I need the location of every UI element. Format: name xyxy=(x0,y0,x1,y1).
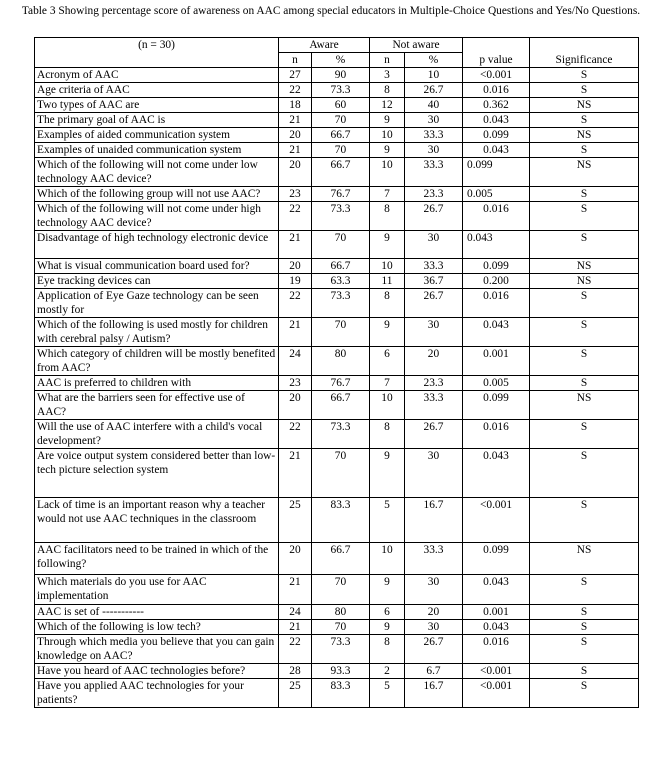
p-value-cell: 0.016 xyxy=(463,289,530,318)
aware-pct-cell: 66.7 xyxy=(312,158,370,187)
not-aware-pct-cell: 16.7 xyxy=(405,679,463,708)
significance-cell: S xyxy=(530,347,639,376)
not-aware-n-cell: 9 xyxy=(370,449,405,498)
not-aware-n-cell: 9 xyxy=(370,318,405,347)
significance-cell: NS xyxy=(530,543,639,575)
aware-n-cell: 20 xyxy=(279,158,312,187)
not-aware-n-cell: 10 xyxy=(370,158,405,187)
not-aware-pct-cell: 23.3 xyxy=(405,187,463,202)
not-aware-n-cell: 7 xyxy=(370,376,405,391)
not-aware-pct-cell: 16.7 xyxy=(405,498,463,543)
not-aware-n-cell: 10 xyxy=(370,391,405,420)
p-value-cell: 0.043 xyxy=(463,318,530,347)
header-not-aware: Not aware xyxy=(370,38,463,53)
aware-n-cell: 18 xyxy=(279,98,312,113)
p-value-cell: 0.043 xyxy=(463,449,530,498)
p-value-cell: 0.099 xyxy=(463,543,530,575)
significance-cell: S xyxy=(530,498,639,543)
significance-cell: S xyxy=(530,68,639,83)
significance-cell: S xyxy=(530,83,639,98)
not-aware-n-cell: 11 xyxy=(370,274,405,289)
aware-pct-cell: 70 xyxy=(312,143,370,158)
question-cell: Acronym of AAC xyxy=(35,68,279,83)
significance-cell: S xyxy=(530,635,639,664)
aware-pct-cell: 73.3 xyxy=(312,202,370,231)
not-aware-pct-cell: 40 xyxy=(405,98,463,113)
significance-cell: S xyxy=(530,664,639,679)
question-cell: What are the barriers seen for effective use of AAC? xyxy=(35,391,279,420)
awareness-table xyxy=(34,37,639,708)
significance-cell: S xyxy=(530,113,639,128)
significance-cell: S xyxy=(530,376,639,391)
not-aware-n-cell: 8 xyxy=(370,635,405,664)
aware-pct-cell: 70 xyxy=(312,449,370,498)
not-aware-n-cell: 9 xyxy=(370,143,405,158)
p-value-cell: 0.016 xyxy=(463,420,530,449)
aware-n-cell: 21 xyxy=(279,620,312,635)
header-aware-pct: % xyxy=(312,53,370,68)
table-row xyxy=(35,143,639,158)
aware-pct-cell: 76.7 xyxy=(312,376,370,391)
question-cell: Will the use of AAC interfere with a child's vocal development? xyxy=(35,420,279,449)
aware-n-cell: 27 xyxy=(279,68,312,83)
p-value-cell: 0.099 xyxy=(463,259,530,274)
table-row xyxy=(35,113,639,128)
significance-cell: NS xyxy=(530,98,639,113)
table-row xyxy=(35,83,639,98)
p-value-cell: 0.043 xyxy=(463,231,530,259)
significance-cell: NS xyxy=(530,274,639,289)
p-value-cell: 0.043 xyxy=(463,620,530,635)
table-row xyxy=(35,498,639,543)
header-p-value: p value xyxy=(463,38,530,68)
p-value-cell: <0.001 xyxy=(463,664,530,679)
question-cell: Examples of unaided communication system xyxy=(35,143,279,158)
aware-pct-cell: 66.7 xyxy=(312,259,370,274)
aware-n-cell: 19 xyxy=(279,274,312,289)
significance-cell: S xyxy=(530,605,639,620)
not-aware-pct-cell: 23.3 xyxy=(405,376,463,391)
question-cell: AAC is set of ----------- xyxy=(35,605,279,620)
question-cell: Which of the following group will not use AAC? xyxy=(35,187,279,202)
table-row xyxy=(35,289,639,318)
p-value-cell: 0.362 xyxy=(463,98,530,113)
question-cell: Age criteria of AAC xyxy=(35,83,279,98)
aware-n-cell: 25 xyxy=(279,498,312,543)
aware-pct-cell: 93.3 xyxy=(312,664,370,679)
p-value-cell: <0.001 xyxy=(463,679,530,708)
aware-n-cell: 21 xyxy=(279,575,312,605)
not-aware-pct-cell: 30 xyxy=(405,449,463,498)
p-value-cell: 0.099 xyxy=(463,391,530,420)
header-n-total: (n = 30) xyxy=(35,38,279,68)
aware-pct-cell: 66.7 xyxy=(312,391,370,420)
not-aware-pct-cell: 30 xyxy=(405,113,463,128)
table-row xyxy=(35,274,639,289)
not-aware-pct-cell: 33.3 xyxy=(405,259,463,274)
aware-pct-cell: 70 xyxy=(312,575,370,605)
table-row xyxy=(35,391,639,420)
question-cell: AAC is preferred to children with xyxy=(35,376,279,391)
significance-cell: S xyxy=(530,318,639,347)
header-not-aware-n: n xyxy=(370,53,405,68)
table-row xyxy=(35,620,639,635)
significance-cell: S xyxy=(530,620,639,635)
aware-n-cell: 22 xyxy=(279,289,312,318)
table-row xyxy=(35,347,639,376)
not-aware-pct-cell: 20 xyxy=(405,347,463,376)
significance-cell: S xyxy=(530,187,639,202)
not-aware-n-cell: 5 xyxy=(370,498,405,543)
not-aware-pct-cell: 33.3 xyxy=(405,128,463,143)
aware-pct-cell: 83.3 xyxy=(312,679,370,708)
not-aware-n-cell: 9 xyxy=(370,620,405,635)
header-aware-n: n xyxy=(279,53,312,68)
table-row xyxy=(35,420,639,449)
aware-pct-cell: 66.7 xyxy=(312,128,370,143)
not-aware-pct-cell: 26.7 xyxy=(405,289,463,318)
p-value-cell: 0.016 xyxy=(463,83,530,98)
table-row xyxy=(35,605,639,620)
table-body xyxy=(35,68,639,708)
table-row xyxy=(35,202,639,231)
not-aware-pct-cell: 33.3 xyxy=(405,158,463,187)
table-row xyxy=(35,68,639,83)
not-aware-n-cell: 8 xyxy=(370,420,405,449)
p-value-cell: 0.016 xyxy=(463,635,530,664)
not-aware-pct-cell: 33.3 xyxy=(405,391,463,420)
question-cell: Lack of time is an important reason why a teacher would not use AAC techniques in the classroom xyxy=(35,498,279,543)
aware-pct-cell: 73.3 xyxy=(312,289,370,318)
table-row xyxy=(35,635,639,664)
p-value-cell: 0.200 xyxy=(463,274,530,289)
not-aware-pct-cell: 30 xyxy=(405,620,463,635)
table-row xyxy=(35,543,639,575)
table-row xyxy=(35,259,639,274)
header-not-aware-pct: % xyxy=(405,53,463,68)
not-aware-pct-cell: 36.7 xyxy=(405,274,463,289)
aware-pct-cell: 76.7 xyxy=(312,187,370,202)
table-row xyxy=(35,98,639,113)
not-aware-n-cell: 8 xyxy=(370,83,405,98)
aware-n-cell: 22 xyxy=(279,202,312,231)
significance-cell: S xyxy=(530,679,639,708)
significance-cell: NS xyxy=(530,391,639,420)
aware-pct-cell: 80 xyxy=(312,347,370,376)
not-aware-n-cell: 9 xyxy=(370,575,405,605)
not-aware-pct-cell: 26.7 xyxy=(405,83,463,98)
not-aware-n-cell: 10 xyxy=(370,128,405,143)
significance-cell: S xyxy=(530,143,639,158)
p-value-cell: 0.005 xyxy=(463,376,530,391)
not-aware-pct-cell: 30 xyxy=(405,231,463,259)
significance-cell: NS xyxy=(530,158,639,187)
table-row xyxy=(35,187,639,202)
not-aware-n-cell: 6 xyxy=(370,347,405,376)
question-cell: Eye tracking devices can xyxy=(35,274,279,289)
not-aware-n-cell: 8 xyxy=(370,289,405,318)
aware-n-cell: 22 xyxy=(279,83,312,98)
aware-pct-cell: 80 xyxy=(312,605,370,620)
significance-cell: S xyxy=(530,449,639,498)
table-row xyxy=(35,679,639,708)
aware-pct-cell: 83.3 xyxy=(312,498,370,543)
not-aware-pct-cell: 26.7 xyxy=(405,635,463,664)
question-cell: Disadvantage of high technology electronic device xyxy=(35,231,279,259)
table-row xyxy=(35,575,639,605)
aware-n-cell: 21 xyxy=(279,231,312,259)
significance-cell: S xyxy=(530,231,639,259)
not-aware-n-cell: 3 xyxy=(370,68,405,83)
not-aware-n-cell: 12 xyxy=(370,98,405,113)
not-aware-n-cell: 2 xyxy=(370,664,405,679)
significance-cell: NS xyxy=(530,128,639,143)
significance-cell: NS xyxy=(530,259,639,274)
p-value-cell: 0.043 xyxy=(463,575,530,605)
p-value-cell: 0.016 xyxy=(463,202,530,231)
question-cell: Through which media you believe that you can gain knowledge on AAC? xyxy=(35,635,279,664)
question-cell: Application of Eye Gaze technology can be seen mostly for xyxy=(35,289,279,318)
p-value-cell: 0.001 xyxy=(463,347,530,376)
not-aware-n-cell: 10 xyxy=(370,543,405,575)
not-aware-pct-cell: 6.7 xyxy=(405,664,463,679)
p-value-cell: <0.001 xyxy=(463,498,530,543)
p-value-cell: 0.001 xyxy=(463,605,530,620)
aware-n-cell: 24 xyxy=(279,347,312,376)
question-cell: Which category of children will be mostly benefited from AAC? xyxy=(35,347,279,376)
aware-n-cell: 20 xyxy=(279,128,312,143)
question-cell: Which of the following will not come under low technology AAC device? xyxy=(35,158,279,187)
aware-n-cell: 25 xyxy=(279,679,312,708)
not-aware-pct-cell: 20 xyxy=(405,605,463,620)
aware-pct-cell: 73.3 xyxy=(312,83,370,98)
question-cell: Have you applied AAC technologies for your patients? xyxy=(35,679,279,708)
question-cell: What is visual communication board used for? xyxy=(35,259,279,274)
aware-n-cell: 28 xyxy=(279,664,312,679)
table-row xyxy=(35,128,639,143)
p-value-cell: 0.043 xyxy=(463,143,530,158)
aware-pct-cell: 70 xyxy=(312,231,370,259)
question-cell: Two types of AAC are xyxy=(35,98,279,113)
significance-cell: S xyxy=(530,575,639,605)
aware-pct-cell: 63.3 xyxy=(312,274,370,289)
aware-n-cell: 22 xyxy=(279,635,312,664)
aware-pct-cell: 70 xyxy=(312,113,370,128)
aware-n-cell: 20 xyxy=(279,259,312,274)
aware-pct-cell: 66.7 xyxy=(312,543,370,575)
not-aware-pct-cell: 10 xyxy=(405,68,463,83)
aware-n-cell: 21 xyxy=(279,449,312,498)
aware-pct-cell: 70 xyxy=(312,318,370,347)
question-cell: Which of the following will not come under high technology AAC device? xyxy=(35,202,279,231)
aware-pct-cell: 60 xyxy=(312,98,370,113)
not-aware-n-cell: 5 xyxy=(370,679,405,708)
question-cell: Which of the following is low tech? xyxy=(35,620,279,635)
not-aware-pct-cell: 26.7 xyxy=(405,202,463,231)
aware-n-cell: 24 xyxy=(279,605,312,620)
aware-n-cell: 22 xyxy=(279,420,312,449)
not-aware-n-cell: 9 xyxy=(370,113,405,128)
table-row xyxy=(35,376,639,391)
p-value-cell: 0.099 xyxy=(463,158,530,187)
aware-n-cell: 20 xyxy=(279,543,312,575)
not-aware-pct-cell: 33.3 xyxy=(405,543,463,575)
not-aware-n-cell: 10 xyxy=(370,259,405,274)
aware-pct-cell: 73.3 xyxy=(312,420,370,449)
not-aware-pct-cell: 30 xyxy=(405,318,463,347)
question-cell: AAC facilitators need to be trained in which of the following? xyxy=(35,543,279,575)
not-aware-n-cell: 6 xyxy=(370,605,405,620)
not-aware-n-cell: 9 xyxy=(370,231,405,259)
aware-n-cell: 21 xyxy=(279,113,312,128)
table-row xyxy=(35,664,639,679)
significance-cell: S xyxy=(530,289,639,318)
question-cell: Which materials do you use for AAC implementation xyxy=(35,575,279,605)
aware-n-cell: 20 xyxy=(279,391,312,420)
p-value-cell: 0.043 xyxy=(463,113,530,128)
aware-n-cell: 21 xyxy=(279,318,312,347)
table-caption: Table 3 Showing percentage score of awareness on AAC among special educators in Multiple-Choice Questions and Yes/No Questions. xyxy=(21,5,641,17)
significance-cell: S xyxy=(530,202,639,231)
aware-n-cell: 21 xyxy=(279,143,312,158)
header-significance: Significance xyxy=(530,38,639,68)
significance-cell: S xyxy=(530,420,639,449)
question-cell: The primary goal of AAC is xyxy=(35,113,279,128)
p-value-cell: 0.005 xyxy=(463,187,530,202)
not-aware-pct-cell: 26.7 xyxy=(405,420,463,449)
header-aware: Aware xyxy=(279,38,370,53)
aware-pct-cell: 90 xyxy=(312,68,370,83)
question-cell: Have you heard of AAC technologies before? xyxy=(35,664,279,679)
question-cell: Which of the following is used mostly for children with cerebral palsy / Autism? xyxy=(35,318,279,347)
p-value-cell: <0.001 xyxy=(463,68,530,83)
aware-pct-cell: 70 xyxy=(312,620,370,635)
table-row xyxy=(35,449,639,498)
not-aware-pct-cell: 30 xyxy=(405,143,463,158)
aware-n-cell: 23 xyxy=(279,376,312,391)
not-aware-pct-cell: 30 xyxy=(405,575,463,605)
aware-n-cell: 23 xyxy=(279,187,312,202)
question-cell: Examples of aided communication system xyxy=(35,128,279,143)
aware-pct-cell: 73.3 xyxy=(312,635,370,664)
p-value-cell: 0.099 xyxy=(463,128,530,143)
table-row xyxy=(35,158,639,187)
table-row xyxy=(35,231,639,259)
not-aware-n-cell: 7 xyxy=(370,187,405,202)
question-cell: Are voice output system considered better than low-tech picture selection system xyxy=(35,449,279,498)
not-aware-n-cell: 8 xyxy=(370,202,405,231)
table-row xyxy=(35,318,639,347)
